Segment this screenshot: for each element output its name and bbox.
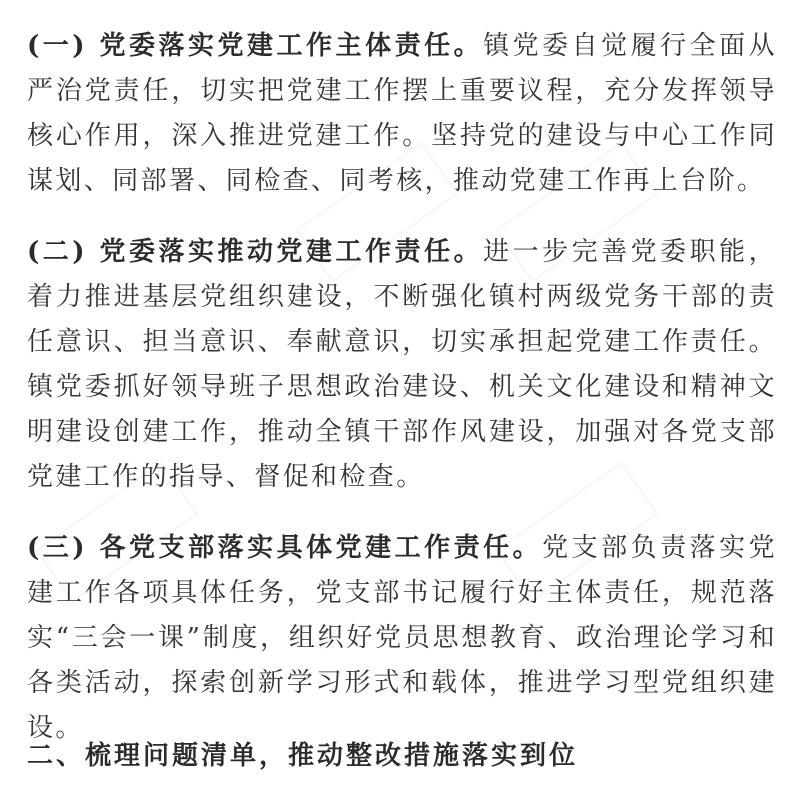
paragraph-3: [27, 526, 777, 751]
paragraph-3-body: 党支部负责落实党建工作各项具体任务，党支部书记履行好主体责任，规范落实“三会一课”制度，组织好党员思想教育、政治理论学习和各类活动，探索创新学习形式和载体，推进学习型党组织建设。: [27, 533, 777, 743]
paragraph-2-body: 进一步完善党委职能，着力推进基层党组织建设，不断强化镇村两级党务干部的责任意识、担当意识、奉献意识，切实承担起党建工作责任。镇党委抓好领导班子思想政治建设、机关文化建设和精神文明建设创建工作，推动全镇干部作风建设，加强对各党支部党建工作的指导、督促和检查。: [27, 237, 777, 492]
paragraph-1: [27, 24, 777, 204]
section-heading: 二、梳理问题清单，推动整改措施落实到位: [27, 741, 579, 771]
paragraph-1-body: 镇党委自觉履行全面从严治党责任，切实把党建工作摆上重要议程，充分发挥领导核心作用，深入推进党建工作。坚持党的建设与中心工作同谋划、同部署、同检查、同考核，推动党建工作再上台阶。: [27, 31, 777, 196]
paragraph-2-title: (二) 党委落实推动党建工作责任。: [27, 237, 484, 267]
paragraph-2: [27, 230, 777, 500]
paragraph-3-title: (三) 各党支部落实具体党建工作责任。: [27, 533, 543, 563]
paragraph-1-title: (一) 党委落实党建工作主体责任。: [27, 31, 484, 61]
